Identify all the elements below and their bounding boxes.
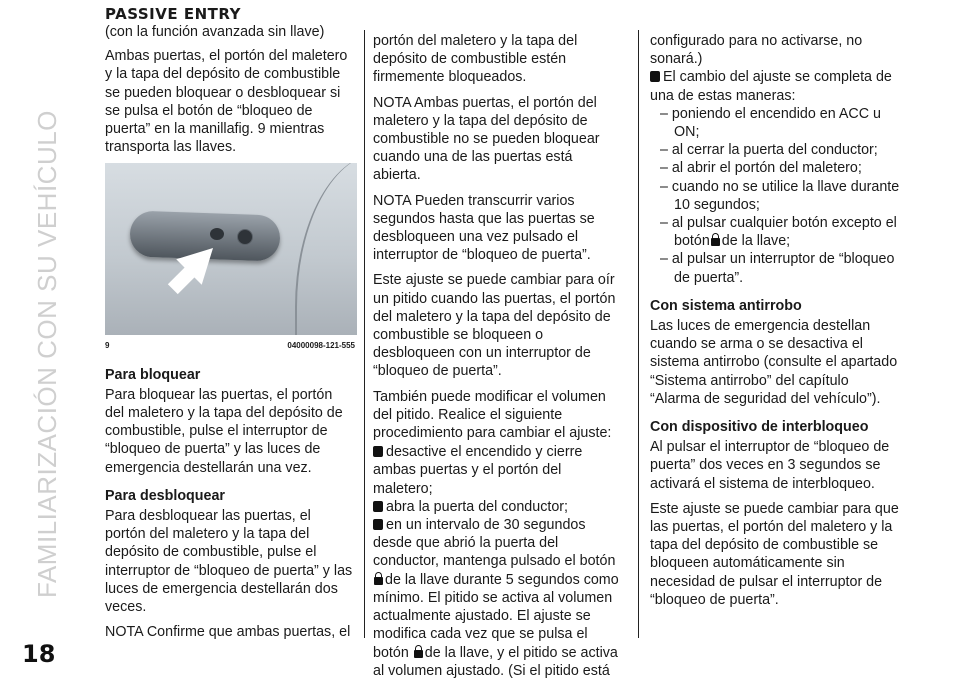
- unlock-paragraph: Para desbloquear las puertas, el portón del maletero y la tapa del depósito de combustible, pulse el interruptor de “bloqueo de puerta” y las luces de emergencia destellarán dos veces.: [105, 508, 353, 616]
- door-handle-figure: [105, 163, 357, 335]
- step-3-text-a: en un intervalo de 30 segundos desde que abrió la puerta del conductor, mantenga pulsado el botón: [373, 517, 616, 570]
- bullet-icon: [373, 446, 383, 457]
- interlock-paragraph-1: Al pulsar el interruptor de “bloqueo de puerta” dos veces en 3 segundos se activará el sistema de interbloqueo.: [650, 439, 890, 492]
- chapter-side-title-svg: [12, 20, 72, 600]
- interlock-heading: Con dispositivo de interbloqueo: [650, 419, 869, 436]
- column-3: [650, 32, 900, 616]
- beep-setting-paragraph: Este ajuste se puede cambiar para oír un pitido cuando las puertas, el portón del maletero y la tapa del depósito de combustible se bloqueen o desbloqueen con un interruptor de “bloqueo de puerta”.: [373, 272, 616, 380]
- lock-key-icon: [711, 233, 720, 246]
- note-start: NOTA Confirme que ambas puertas, el: [105, 624, 351, 641]
- bullet-icon: [650, 71, 660, 82]
- door-panel-line: [295, 163, 357, 335]
- alarm-heading: Con sistema antirrobo: [650, 297, 802, 314]
- dash-item-4: – cuando no se utilice la llave durante 10 segundos;: [660, 178, 900, 213]
- step-1: [373, 443, 623, 498]
- step-1-text: desactive el encendido y cierre ambas puertas y el portón del maletero;: [373, 444, 583, 497]
- figure-code: 04000098-121-555: [287, 341, 355, 351]
- lock-heading: Para bloquear: [105, 366, 201, 383]
- chapter-side-title-text: FAMILIARIZACIÓN CON SU VEHÍCULO: [32, 110, 62, 598]
- lock-key-icon: [414, 645, 423, 658]
- note-delay: NOTA Pueden transcurrir varios segundos hasta que las puertas se desbloqueen una vez pulsado el interruptor de “bloqueo de puerta”.: [373, 192, 595, 264]
- dash-item-1: – poniendo el encendido en ACC u ON;: [660, 105, 881, 141]
- dash-item-3: – al abrir el portón del maletero;: [660, 160, 862, 177]
- step-4-text: El cambio del ajuste se completa de una de estas maneras:: [650, 69, 892, 104]
- alarm-paragraph: Las luces de emergencia destellan cuando se arma o se desactiva el sistema antirrobo (consulte el apartado “Sistema antirrobo” del capítulo “Alarma de seguridad del vehículo”).: [650, 318, 898, 407]
- step-3-text-b: de la llave durante 5 segundos como mínimo. El pitido se activa al volumen actualmente ajustado. El ajuste se modifica cada vez que se pulsa el botón: [373, 571, 619, 661]
- section-subheading: (con la función avanzada sin llave): [105, 24, 325, 40]
- page-number: 18: [22, 640, 56, 668]
- dash-item-2: – al cerrar la puerta del conductor;: [660, 142, 878, 159]
- unlock-heading: Para desbloquear: [105, 487, 225, 504]
- bullet-icon: [373, 501, 383, 512]
- section-heading: PASSIVE ENTRY: [105, 5, 241, 23]
- column-1: [105, 6, 355, 648]
- dash-item-6: – al pulsar un interruptor de “bloqueo de puerta”.: [660, 251, 895, 286]
- dash-item-5-text-a: – al pulsar cualquier botón excepto el botón: [660, 215, 897, 250]
- lock-key-icon: [374, 572, 383, 585]
- step-2-text: abra la puerta del conductor;: [386, 498, 569, 515]
- intro-paragraph: Ambas puertas, el portón del maletero y la tapa del depósito de combustible se pueden bloquear o desbloquear si se pulsa el botón de “bloqueo de puerta” en la manillafig. 9 mientras transporta las llaves.: [105, 48, 348, 156]
- column-2: [373, 32, 623, 680]
- continued-paragraph: portón del maletero y la tapa del depósito de combustible estén firmemente bloqueados.: [373, 33, 578, 86]
- column-divider-1: [364, 30, 365, 638]
- figure-number: 9: [105, 341, 110, 351]
- dash-item-5-text-b: de la llave;: [721, 233, 791, 250]
- column-divider-2: [638, 30, 639, 638]
- step-3-text-c: de la llave, y el pitido se activa al volumen ajustado. (Si el pitido está: [373, 644, 618, 679]
- note-doors-open: NOTA Ambas puertas, el portón del maletero y la tapa del depósito de combustible no se pueden bloquear cuando una de las puertas está abierta.: [373, 94, 600, 184]
- chapter-side-title: [12, 20, 72, 600]
- dash-item-5: [650, 214, 900, 250]
- continued-paragraph-3: configurado para no activarse, no sonará.): [650, 33, 863, 68]
- figure-caption: [105, 337, 355, 355]
- step-4: [650, 68, 900, 104]
- step-3: [373, 516, 623, 680]
- bullet-icon: [373, 519, 383, 530]
- lock-paragraph: Para bloquear las puertas, el portón del maletero y la tapa del depósito de combustible, pulse el interruptor de “bloqueo de puerta” y las luces de emergencia destellarán una vez.: [105, 386, 343, 476]
- volume-paragraph: También puede modificar el volumen del pitido. Realice el siguiente procedimiento para cambiar el ajuste:: [373, 388, 612, 442]
- interlock-paragraph-2: Este ajuste se puede cambiar para que las puertas, el portón del maletero y la tapa del depósito de combustible se bloqueen automáticamente sin necesidad de pulsar el interruptor de “bloqueo de puerta”.: [650, 500, 899, 608]
- step-2: [373, 498, 623, 516]
